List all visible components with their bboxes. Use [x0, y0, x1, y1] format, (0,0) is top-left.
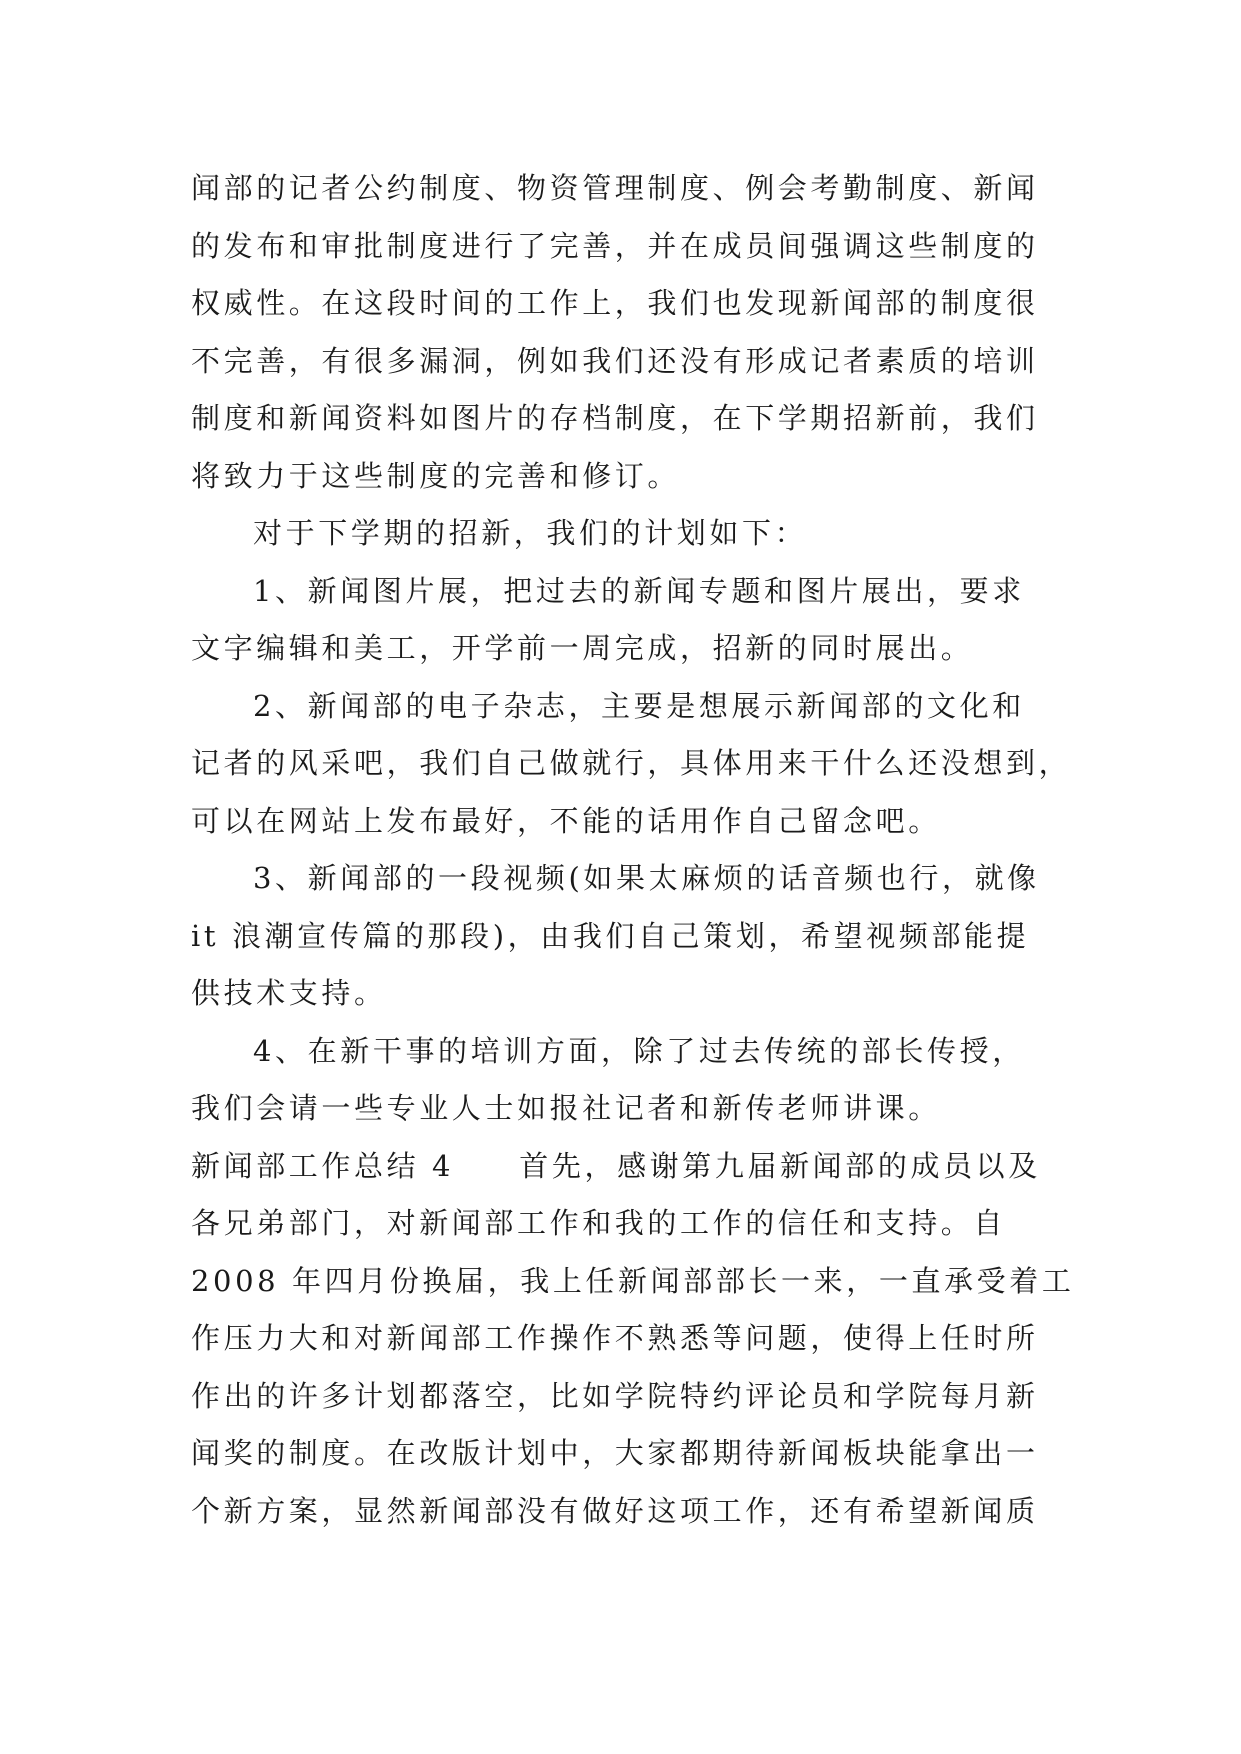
text-line: 新闻部工作总结 4 首先，感谢第九届新闻部的成员以及: [191, 1148, 1041, 1183]
text-line: 作压力大和对新闻部工作操作不熟悉等问题，使得上任时所: [191, 1321, 1039, 1355]
text-line: 的发布和审批制度进行了完善，并在成员间强调这些制度的: [191, 228, 1039, 263]
text-line: 不完善，有很多漏洞，例如我们还没有形成记者素质的培训: [191, 343, 1039, 378]
text-line: it 浪潮宣传篇的那段)，由我们自己策划，希望视频部能提: [191, 918, 1030, 953]
text-line: 可以在网站上发布最好，不能的话用作自己留念吧。: [191, 803, 941, 838]
text-line: 制度和新闻资料如图片的存档制度，在下学期招新前，我们: [191, 401, 1039, 435]
text-line: 2008 年四月份换届，我上任新闻部部长一来，一直承受着工: [191, 1263, 1075, 1298]
text-line: 各兄弟部门，对新闻部工作和我的工作的信任和支持。自: [191, 1206, 1007, 1240]
text-line: 文字编辑和美工，开学前一周完成，招新的同时展出。: [191, 631, 974, 665]
text-line: 4、在新干事的培训方面，除了过去传统的部长传授，: [253, 1033, 1025, 1068]
text-line: 2、新闻部的电子杂志，主要是想展示新闻部的文化和: [253, 688, 1025, 723]
text-line: 对于下学期的招新，我们的计划如下：: [253, 516, 808, 550]
text-line: 我们会请一些专业人士如报社记者和新传老师讲课。: [191, 1091, 941, 1125]
text-line: 作出的许多计划都落空，比如学院特约评论员和学院每月新: [191, 1378, 1039, 1413]
text-line: 将致力于这些制度的完善和修订。: [191, 458, 681, 493]
text-line: 闻部的记者公约制度、物资管理制度、例会考勤制度、新闻: [191, 171, 1039, 205]
text-line: 记者的风采吧，我们自己做就行，具体用来干什么还没想到，: [191, 746, 1072, 780]
document-body: [191, 160, 1075, 1540]
text-line: 3、新闻部的一段视频(如果太麻烦的话音频也行，就像: [253, 861, 1040, 895]
text-line: 权威性。在这段时间的工作上，我们也发现新闻部的制度很: [191, 286, 1039, 320]
text-line: 供技术支持。: [191, 976, 387, 1010]
text-line: 1、新闻图片展，把过去的新闻专题和图片展出，要求: [253, 573, 1025, 608]
text-line: 个新方案，显然新闻部没有做好这项工作，还有希望新闻质: [191, 1493, 1039, 1528]
text-line: 闻奖的制度。在改版计划中，大家都期待新闻板块能拿出一: [191, 1436, 1039, 1470]
